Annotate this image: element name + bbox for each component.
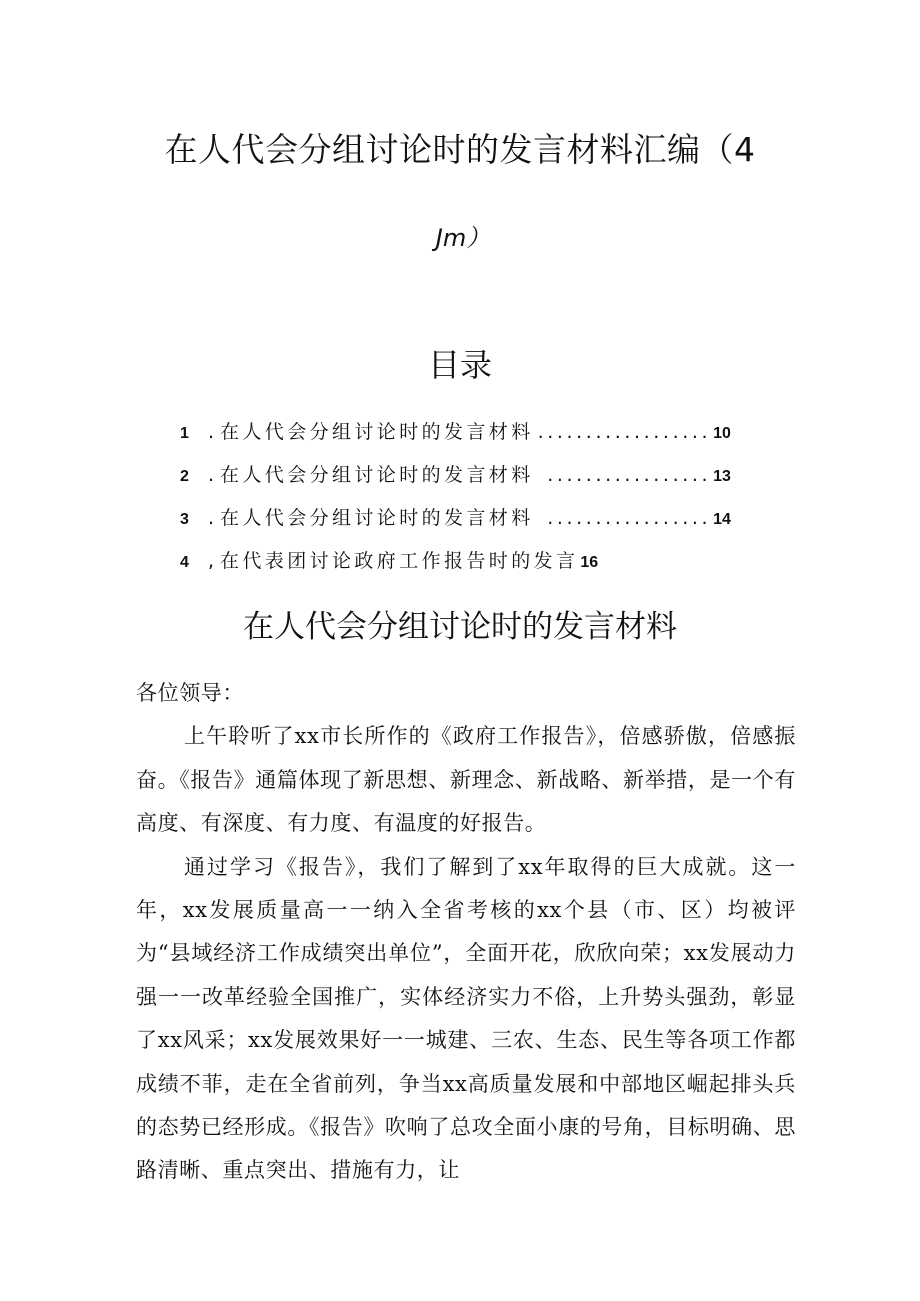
paragraph: 通过学习《报告》，我们了解到了xx年取得的巨大成就。这一年，xx发展质量高一一纳入全省考核的xx个县（市、区）均被评为“县域经济工作成绩突出单位”，全面开花，欣欣向荣；xx发展动力强一一改革经验全国推广，实体经济实力不俗，上升势头强劲，彰显了xx风采；xx发展效果好一一城建、三农、生态、民生等各项工作都成绩不菲，走在全省前列，争当xx高质量发展和中部地区崛起排头兵的态势已经形成。《报告》吹响了总攻全面小康的号角，目标明确、思路清晰、重点突出、措施有力，让 bbox=[136, 854, 796, 1183]
toc-entry-page: 10 bbox=[713, 425, 731, 442]
toc-entry-title: 在人代会分组讨论时的发言材料 bbox=[220, 464, 534, 486]
toc-entry-number: 2 bbox=[180, 468, 189, 485]
toc-heading: 目录 bbox=[427, 346, 492, 384]
toc-entry-number: 1 bbox=[180, 425, 189, 442]
paragraph: 上午聆听了xx市长所作的《政府工作报告》，倍感骄傲，倍感振奋。《报告》通篇体现了新思想、新理念、新战略、新举措，是一个有高度、有深度、有力度、有温度的好报告。 bbox=[136, 724, 796, 836]
toc-entry-leader: ................. bbox=[537, 507, 712, 529]
document-title-continuation: Jm） bbox=[435, 224, 491, 252]
toc-entry-title: 在人代会分组讨论时的发言材料 bbox=[220, 507, 534, 529]
toc-entry-3[interactable] bbox=[180, 500, 780, 543]
toc-entry-page: 14 bbox=[713, 511, 731, 528]
toc-entry-number: 3 bbox=[180, 511, 189, 528]
salutation: 各位领导： bbox=[136, 681, 244, 705]
toc-entry-4[interactable] bbox=[180, 543, 780, 586]
toc-entry-leader: ................. bbox=[537, 464, 712, 486]
toc-entry-page: 16 bbox=[580, 554, 599, 571]
toc-entry-number: 4 bbox=[180, 554, 189, 571]
toc-entry-1[interactable] bbox=[180, 414, 780, 457]
toc-entry-page: 13 bbox=[713, 468, 731, 485]
document-title: 在人代会分组讨论时的发言材料汇编（4 bbox=[164, 130, 756, 169]
toc-entry-leader: .................. bbox=[537, 421, 712, 443]
toc-entry-title: 在人代会分组讨论时的发言材料 bbox=[220, 421, 534, 443]
toc-entry-title: 在代表团讨论政府工作报告时的发言 bbox=[220, 550, 579, 572]
section-body bbox=[136, 672, 796, 1193]
toc-entry-separator: . bbox=[207, 507, 215, 529]
toc-entry-separator: . bbox=[207, 464, 215, 486]
toc-entry-separator: . bbox=[207, 421, 215, 443]
section-title: 在人代会分组讨论时的发言材料 bbox=[243, 609, 677, 645]
toc-entry-separator: , bbox=[207, 550, 215, 572]
table-of-contents bbox=[180, 414, 780, 586]
toc-entry-2[interactable] bbox=[180, 457, 780, 500]
